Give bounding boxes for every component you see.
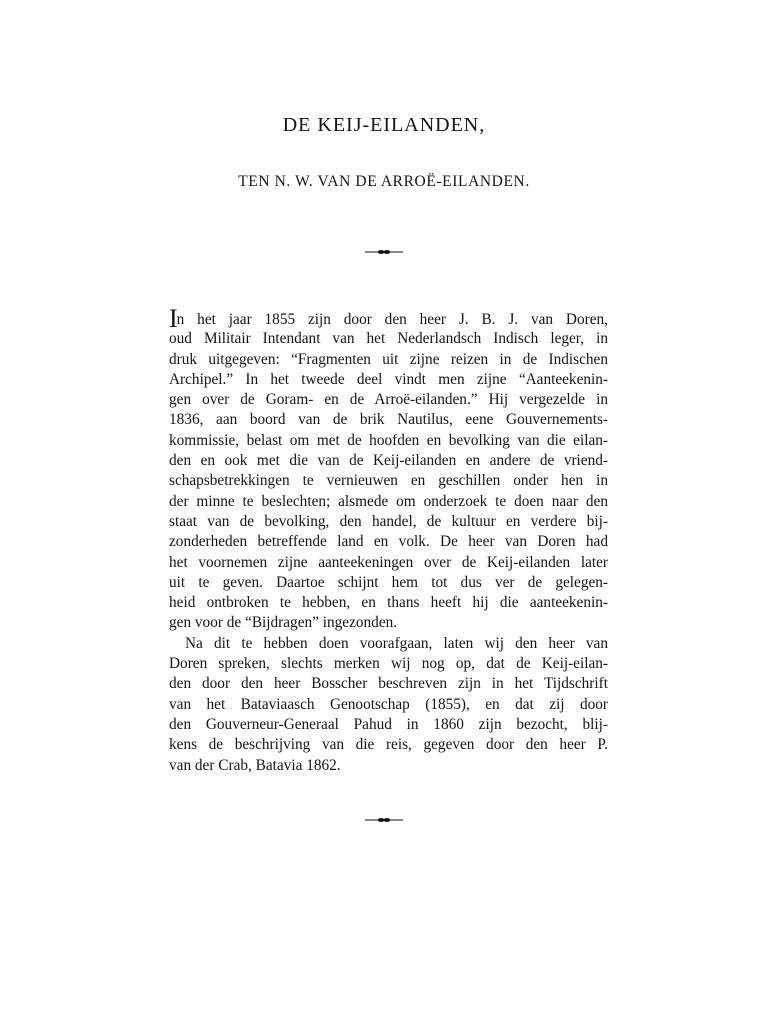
ornament-flourish-icon <box>365 248 403 256</box>
text-line: heid ontbroken te hebben, en thans heeft hij die aanteekenin- <box>169 594 608 612</box>
paragraph-2 <box>169 634 608 776</box>
text-line: van het Bataviaasch Genootschap (1855), en dat zij door <box>169 695 608 713</box>
text-line: gen voor de “Bijdragen” ingezonden. <box>169 614 398 632</box>
text-line: het voornemen zijne aanteekeningen over de Keij-eilanden later <box>169 553 608 571</box>
text-line: gen over de Goram- en de Arroë-eilanden.” Hij vergezelde in <box>169 391 608 409</box>
text-line: Archipel.” In het tweede deel vindt men zijne “Aanteekenin- <box>169 370 608 388</box>
text-line: Doren spreken, slechts merken wij nog op, dat de Keij-eilan- <box>169 655 608 673</box>
text-line <box>169 304 608 333</box>
text-line: schapsbetrekkingen te vernieuwen en geschillen onder hen in <box>169 472 608 490</box>
text-line: druk uitgegeven: “Fragmenten uit zijne reizen in de Indischen <box>169 350 608 368</box>
page-title: DE KEIJ-EILANDEN, <box>282 114 486 136</box>
text-line: den Gouverneur-Generaal Pahud in 1860 zijn bezocht, blij- <box>169 715 608 733</box>
text-line: Na dit te hebben doen voorafgaan, laten wij den heer van <box>185 634 608 652</box>
text-line: uit te geven. Daartoe schijnt hem tot dus ver de gelegen- <box>169 573 608 591</box>
text-line: den door den heer Bosscher beschreven zijn in het Tijdschrift <box>169 675 608 693</box>
line-text: n het jaar 1855 zijn door den heer J. B. J. van Doren, <box>176 311 608 328</box>
body-text <box>169 304 608 776</box>
text-line: den en ook met die van de Keij-eilanden en andere de vriend- <box>169 452 608 470</box>
text-line: 1836, aan boord van de brik Nautilus, eene Gouvernements- <box>169 411 608 429</box>
text-line: staat van de bevolking, den handel, de kultuur en verdere bij- <box>169 512 608 530</box>
text-line: kens de beschrijving van die reis, gegeven door den heer P. <box>169 736 608 754</box>
paragraph-1 <box>169 304 608 634</box>
text-line: oud Militair Intendant van het Nederlandsch Indisch leger, in <box>169 330 608 348</box>
ornament-flourish-icon <box>365 816 403 824</box>
text-line: van der Crab, Batavia 1862. <box>169 756 341 774</box>
text-line: kommissie, belast om met de hoofden en bevolking van die eilan- <box>169 431 608 449</box>
text-line: der minne te beslechten; alsmede om onderzoek te doen naar den <box>169 492 608 510</box>
text-line: zonderheden betreffende land en volk. De heer van Doren had <box>169 533 608 551</box>
drop-cap: I <box>169 304 178 333</box>
page-subtitle: TEN N. W. VAN DE ARROË-EILANDEN. <box>238 173 530 190</box>
